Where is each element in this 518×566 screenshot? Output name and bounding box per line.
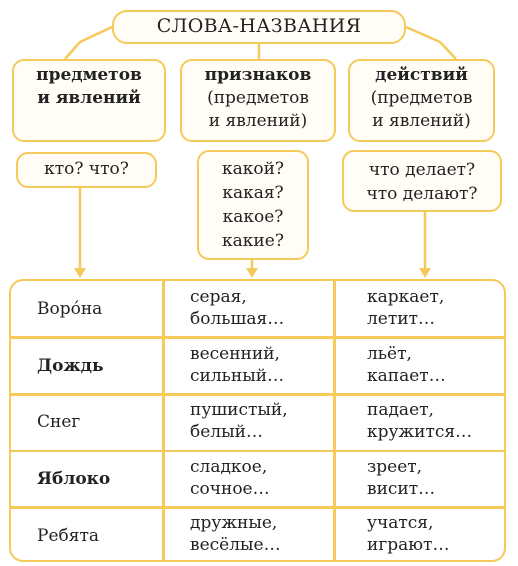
attribute-cell: пушистый, белый…: [190, 400, 288, 443]
action-cell: зреет, висит…: [367, 456, 436, 499]
table-row: [11, 338, 504, 395]
attribute-cell: дружные, весёлые…: [190, 513, 281, 556]
noun-cell: Ребята: [37, 525, 99, 546]
question-kakaya: какая?: [222, 183, 284, 203]
category-actions-line1: действий: [375, 65, 468, 85]
action-cell: падает, кружится…: [367, 400, 473, 443]
noun-cell: Дождь: [37, 355, 104, 376]
table-row: [11, 507, 504, 562]
examples-table: [9, 279, 506, 562]
table-row: [11, 451, 504, 508]
category-actions-line3: и явлений): [372, 111, 471, 131]
question-kakoi: какой?: [221, 159, 285, 179]
attribute-cell: серая, большая…: [190, 287, 285, 329]
question-kakoe: какое?: [222, 207, 284, 227]
question-what-does: что делает?: [368, 160, 476, 180]
category-actions-line2: (предметов: [370, 88, 473, 108]
title-box: [112, 10, 406, 44]
title: СЛОВА-НАЗВАНИЯ: [156, 15, 362, 37]
question-box-objects: [16, 152, 157, 188]
table-row: [11, 394, 504, 451]
question-box-attributes: [197, 150, 309, 260]
category-actions: [348, 59, 495, 142]
noun-cell: Воро́на: [37, 299, 103, 320]
question-what-do: что делают?: [366, 184, 478, 204]
category-objects: [12, 59, 166, 142]
category-attributes: [180, 59, 336, 142]
table-row: [11, 281, 504, 338]
category-attributes-line2: (предметов: [207, 88, 309, 108]
noun-cell: Яблоко: [37, 469, 111, 490]
attribute-cell: весенний, сильный…: [190, 343, 285, 386]
category-attributes-line1: признаков: [204, 65, 312, 85]
attribute-cell: сладкое, сочное…: [190, 456, 270, 499]
question-kakie: какие?: [222, 231, 284, 251]
action-cell: каркает, летит…: [367, 287, 445, 329]
action-cell: учатся, играют…: [367, 513, 450, 556]
question-box-actions: [342, 150, 502, 212]
noun-cell: Снег: [37, 412, 81, 433]
question-who-what: кто? что?: [44, 159, 129, 179]
category-objects-line1: предметов: [36, 65, 142, 85]
category-objects-line2: и явлений: [37, 88, 141, 108]
action-cell: льёт, капает…: [367, 343, 446, 386]
category-attributes-line3: и явлений): [208, 111, 308, 131]
